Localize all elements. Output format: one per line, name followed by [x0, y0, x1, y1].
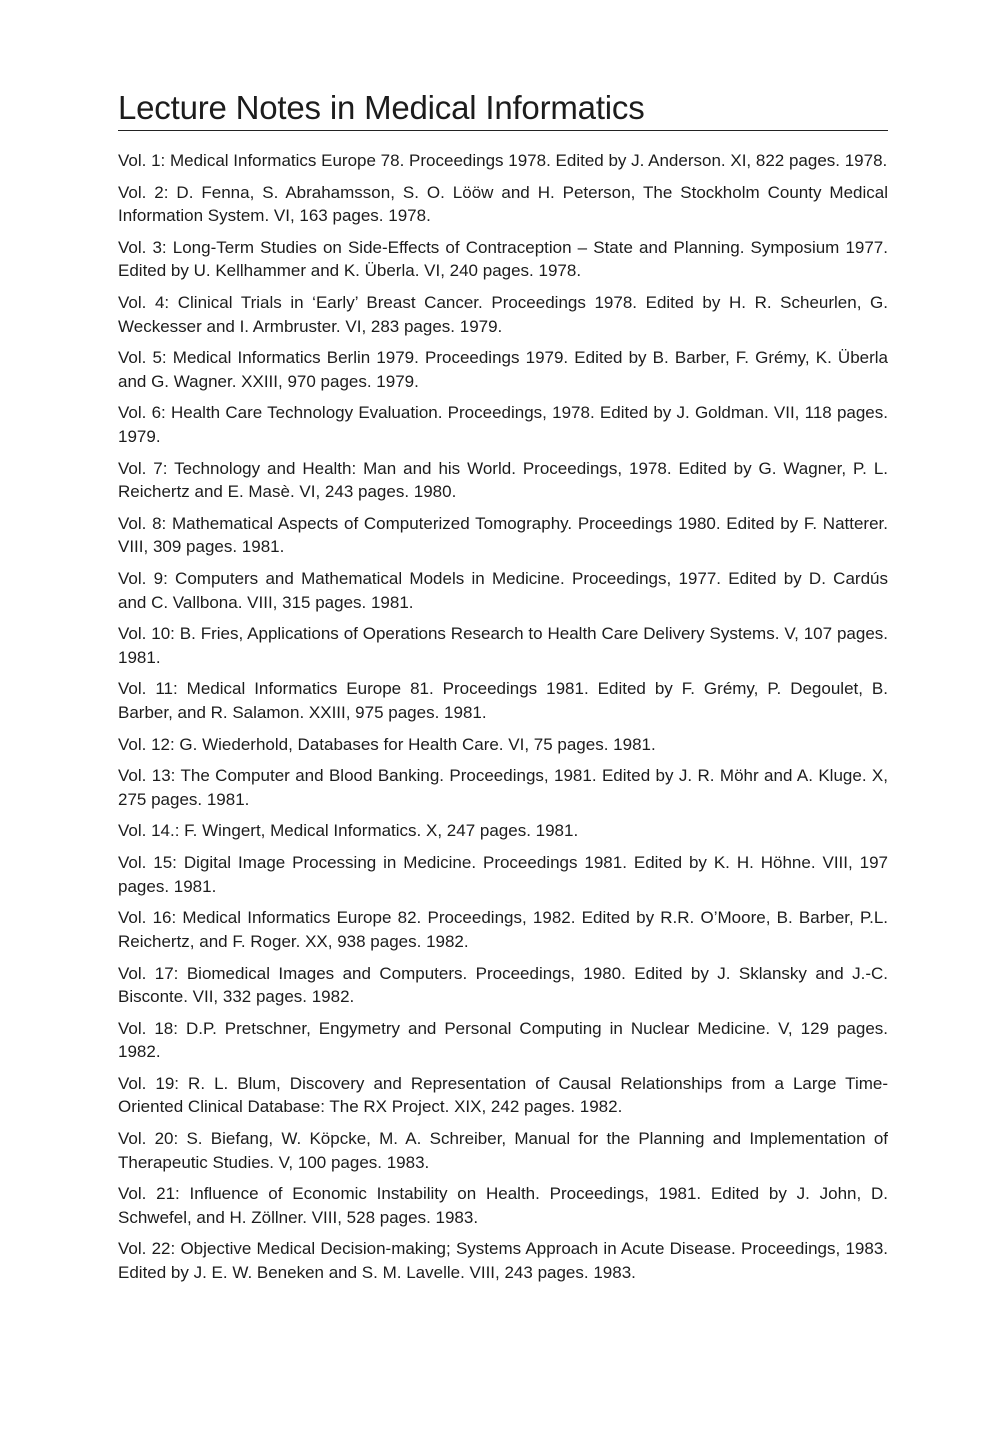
volume-entry-18: Vol. 18: D.P. Pretschner, Engymetry and Personal Computing in Nuclear Medicine. V, 129 pages. 1982.: [118, 1018, 888, 1062]
volume-entry-20: Vol. 20: S. Biefang, W. Köpcke, M. A. Schreiber, Manual for the Planning and Implementation of Therapeutic Studies. V, 100 pages. 1983.: [118, 1129, 888, 1172]
page-title: Lecture Notes in Medical Informatics: [118, 89, 645, 126]
series-page: [118, 88, 888, 1293]
volume-entry-5: Vol. 5: Medical Informatics Berlin 1979. Proceedings 1979. Edited by B. Barber, F. Grémy, K. Überla and G. Wagner. XXIII, 970 pages. 1979.: [118, 348, 888, 391]
volume-entry-8: Vol. 8: Mathematical Aspects of Computerized Tomography. Proceedings 1980. Edited by F. Natterer. VIII, 309 pages. 1981.: [118, 513, 888, 557]
volume-entry-17: Vol. 17: Biomedical Images and Computers. Proceedings, 1980. Edited by J. Sklansky and J.-C. Bisconte. VII, 332 pages. 1982.: [118, 963, 888, 1006]
volume-entry-10: Vol. 10: B. Fries, Applications of Operations Research to Health Care Delivery Systems. V, 107 pages. 1981.: [118, 624, 888, 667]
volume-entry-13: Vol. 13: The Computer and Blood Banking. Proceedings, 1981. Edited by J. R. Möhr and A. Kluge. X, 275 pages. 1981.: [118, 766, 888, 809]
volume-entry-9: Vol. 9: Computers and Mathematical Models in Medicine. Proceedings, 1977. Edited by D. Cardús and C. Vallbona. VIII, 315 pages. 1981.: [118, 569, 888, 612]
volume-entry-14: Vol. 14.: F. Wingert, Medical Informatics. X, 247 pages. 1981.: [118, 821, 579, 841]
volume-entry-4: Vol. 4: Clinical Trials in ‘Early’ Breast Cancer. Proceedings 1978. Edited by H. R. Scheurlen, G. Weckesser and I. Armbruster. VI, 283 pages. 1979.: [118, 293, 888, 336]
volume-entry-3: Vol. 3: Long-Term Studies on Side-Effects of Contraception – State and Planning. Symposium 1977. Edited by U. Kellhammer and K. Überla. VI, 240 pages. 1978.: [118, 237, 888, 281]
volume-entry-1: Vol. 1: Medical Informatics Europe 78. Proceedings 1978. Edited by J. Anderson. XI, 822 pages. 1978.: [118, 151, 888, 170]
volume-entry-16: Vol. 16: Medical Informatics Europe 82. Proceedings, 1982. Edited by R.R. O’Moore, B. Barber, P.L. Reichertz, and F. Roger. XX, 938 pages. 1982.: [118, 908, 888, 951]
volume-entry-19: Vol. 19: R. L. Blum, Discovery and Representation of Causal Relationships from a Large Time-Oriented Clinical Database: The RX Project. XIX, 242 pages. 1982.: [118, 1073, 888, 1117]
volume-entry-7: Vol. 7: Technology and Health: Man and his World. Proceedings, 1978. Edited by G. Wagner, P. L. Reichertz and E. Masè. VI, 243 pages. 1980.: [118, 458, 888, 502]
volume-entry-15: Vol. 15: Digital Image Processing in Medicine. Proceedings 1981. Edited by K. H. Höhne. VIII, 197 pages. 1981.: [118, 853, 888, 896]
volume-list: [118, 149, 888, 1284]
volume-entry-21: Vol. 21: Influence of Economic Instability on Health. Proceedings, 1981. Edited by J. John, D. Schwefel, and H. Zöllner. VIII, 528 pages. 1983.: [118, 1184, 888, 1227]
volume-entry-6: Vol. 6: Health Care Technology Evaluation. Proceedings, 1978. Edited by J. Goldman. VII, 118 pages. 1979.: [118, 403, 888, 446]
volume-entry-12: Vol. 12: G. Wiederhold, Databases for Health Care. VI, 75 pages. 1981.: [118, 734, 656, 754]
title-divider: [118, 130, 888, 131]
volume-entry-2: Vol. 2: D. Fenna, S. Abrahamsson, S. O. Lööw and H. Peterson, The Stockholm County Medical Information System. VI, 163 pages. 1978.: [118, 182, 888, 226]
volume-entry-11: Vol. 11: Medical Informatics Europe 81. Proceedings 1981. Edited by F. Grémy, P. Degoulet, B. Barber, and R. Salamon. XXIII, 975 pages. 1981.: [118, 679, 888, 722]
volume-entry-22: Vol. 22: Objective Medical Decision-making; Systems Approach in Acute Disease. Proceedings, 1983. Edited by J. E. W. Beneken and S. M. Lavelle. VIII, 243 pages. 1983.: [118, 1239, 888, 1282]
